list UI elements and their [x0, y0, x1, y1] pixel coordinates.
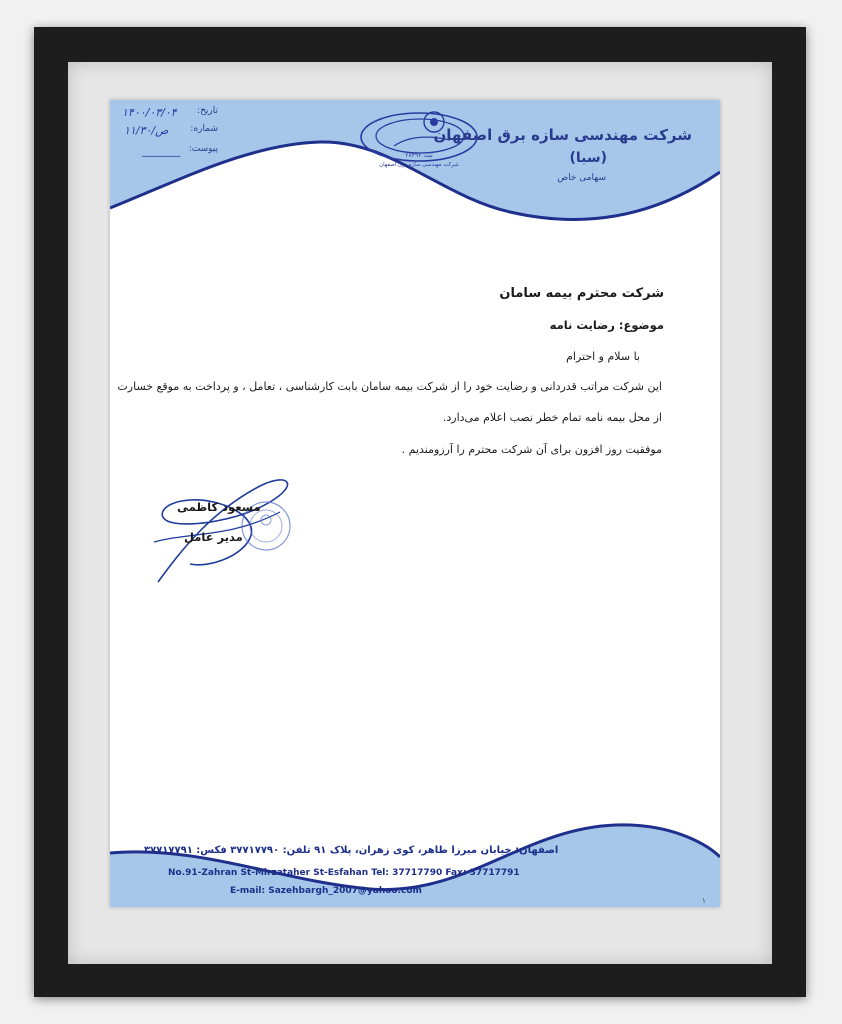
- signatory-name: مسعود کاظمی: [177, 500, 261, 514]
- footer-address-english: No.91-Zahran St-Mirzataher St-Esfahan Tel: 37717790 Fax: 37717791: [168, 868, 520, 878]
- date-label: تاریخ:: [197, 106, 218, 116]
- subject-line: موضوع: رضایت نامه: [549, 318, 664, 332]
- attachment-value: _______: [142, 144, 181, 157]
- body-paragraph-3: موفقیت روز افزون برای آن شرکت محترم را آرزومندیم .: [401, 443, 662, 456]
- footer-address-persian: اصفهان: خیابان میرزا طاهر، کوی زهران، پلاک ۹۱ تلفن: ۳۷۷۱۷۷۹۰ فکس: ۳۷۷۱۷۷۹۱: [144, 845, 559, 856]
- company-abbreviation: (سبا): [569, 150, 607, 166]
- attachment-row: [118, 144, 218, 158]
- number-label: شماره:: [190, 124, 218, 134]
- date-value: ۱۴۰۰/۰۳/۰۴: [122, 106, 177, 119]
- logo-reg-number: ثبت ۲۸۴۹۶: [405, 152, 433, 159]
- company-name: شرکت مهندسی سازه برق اصفهان: [433, 126, 692, 144]
- company-type-note: سهامی خاص: [557, 173, 606, 183]
- date-row: [118, 106, 218, 120]
- addressee: شرکت محترم بیمه سامان: [499, 286, 664, 301]
- number-row: [118, 124, 218, 138]
- number-value: ۱۱/ص/۳۰: [124, 124, 169, 137]
- body-paragraph-2: از محل بیمه نامه تمام خطر نصب اعلام می‌دارد.: [442, 411, 662, 424]
- footer-email: E-mail: Sazehbargh_2007@yahoo.com: [230, 886, 422, 896]
- body-paragraph-1: این شرکت مراتب قدردانی و رضایت خود را از شرکت بیمه سامان بابت کارشناسی ، تعامل ، و پرداخت به موقع خسارت: [117, 380, 662, 393]
- greeting: با سلام و احترام: [566, 350, 640, 363]
- logo-caption: شرکت مهندسی سازه برق اصفهان: [379, 162, 459, 168]
- attachment-label: پیوست:: [188, 144, 218, 154]
- letter-meta-block: [118, 104, 218, 160]
- letter-paper: [110, 100, 720, 907]
- page-number: ۱: [701, 896, 706, 905]
- signatory-title: مدیر عامل: [184, 530, 243, 544]
